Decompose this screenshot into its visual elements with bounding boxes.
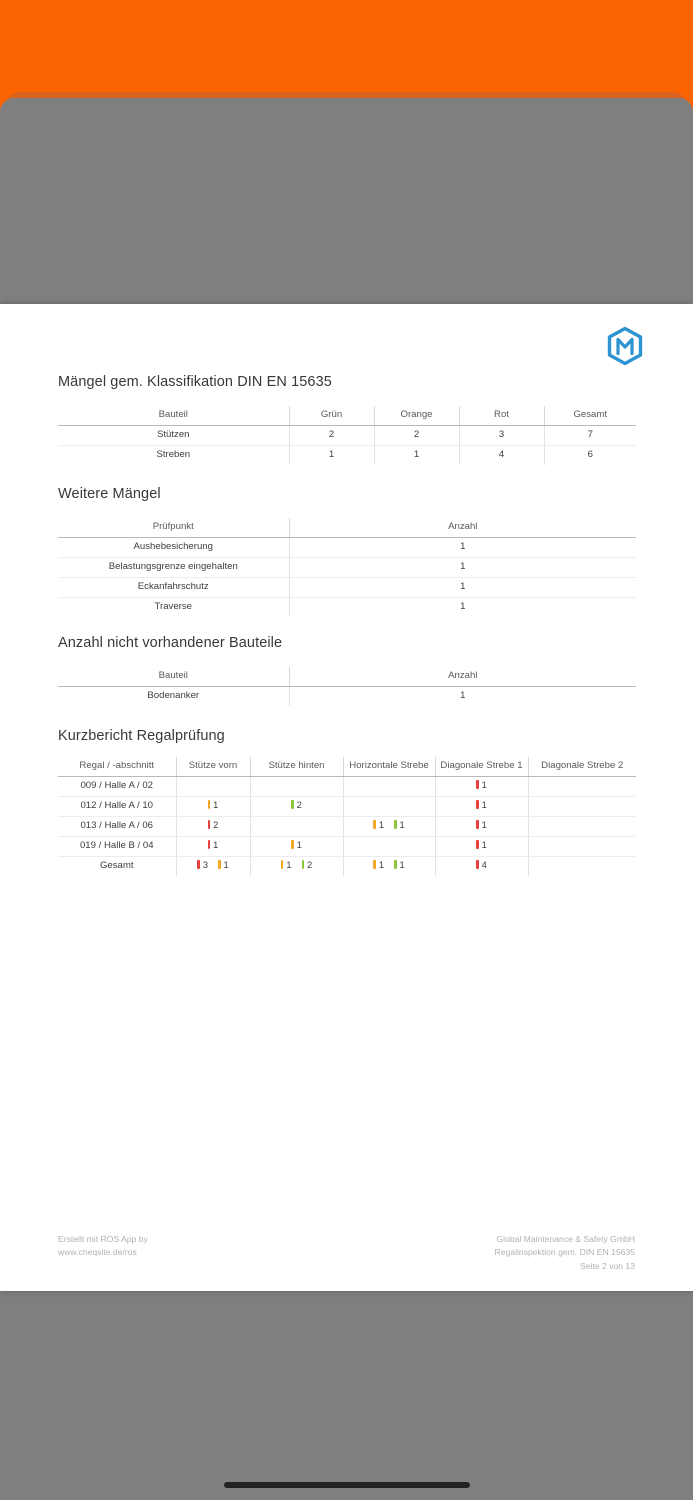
table-header-row <box>58 757 636 776</box>
footer-page-number: Seite 2 von 13 <box>580 1260 635 1271</box>
defect-mark <box>208 840 219 852</box>
severity-green-icon <box>302 860 305 869</box>
cell-defect-marks <box>528 796 636 816</box>
defect-mark <box>208 820 219 832</box>
section-title-maengel: Mängel gem. Klassifikation DIN EN 15635 <box>58 374 332 390</box>
col-gruen: Grün <box>289 406 374 425</box>
defect-count: 2 <box>213 820 219 831</box>
home-indicator[interactable] <box>224 1482 470 1488</box>
cell-anzahl: 1 <box>289 557 636 577</box>
page-footer <box>58 1233 635 1273</box>
col-pruefpunkt: Prüfpunkt <box>58 518 289 537</box>
cell-bauteil: Stützen <box>58 425 289 445</box>
col-stuetze-hinten: Stütze hinten <box>250 757 343 776</box>
cell-anzahl: 1 <box>289 537 636 557</box>
cell-anzahl: 1 <box>289 577 636 597</box>
cell-orange: 1 <box>374 445 459 464</box>
pdf-page[interactable] <box>0 304 693 1291</box>
severity-orange-icon <box>373 820 376 829</box>
cell-bauteil: Streben <box>156 449 191 461</box>
defect-count: 1 <box>399 860 405 871</box>
severity-red-icon <box>208 840 211 849</box>
cell-defect-marks <box>435 796 528 816</box>
defect-count: 1 <box>286 860 292 871</box>
defect-mark <box>281 860 292 872</box>
cell-defect-marks <box>343 856 435 875</box>
cell-pruefpunkt: Traverse <box>154 601 192 613</box>
cell-anzahl: 1 <box>289 597 636 616</box>
table-row <box>58 445 636 464</box>
footer-company: Global Maintenance & Safety GmbH <box>496 1234 635 1245</box>
section-title-weitere-maengel: Weitere Mängel <box>58 486 161 502</box>
cell-defect-marks <box>250 836 343 856</box>
cell-defect-marks <box>435 816 528 836</box>
defect-mark <box>394 860 405 872</box>
severity-green-icon <box>394 820 397 829</box>
col-bauteil: Bauteil <box>58 667 289 686</box>
defect-count: 1 <box>223 860 229 871</box>
table-row <box>58 776 636 796</box>
cell-pruefpunkt: Belastungsgrenze eingehalten <box>58 557 289 577</box>
col-rot: Rot <box>459 406 544 425</box>
cell-defect-marks <box>343 836 435 856</box>
table-maengel-klassifikation <box>58 406 636 465</box>
cell-defect-marks <box>176 836 250 856</box>
defect-mark <box>291 840 302 852</box>
table-row <box>58 686 636 705</box>
col-bauteil: Bauteil <box>58 406 289 425</box>
table-header-row <box>58 667 636 686</box>
severity-orange-icon <box>373 860 376 869</box>
cell-defect-marks <box>250 776 343 796</box>
defect-count: 3 <box>202 860 208 871</box>
table-row <box>58 836 636 856</box>
table-row <box>58 577 636 597</box>
cell-regal-abschnitt: 009 / Halle A / 02 <box>58 776 176 796</box>
defect-count: 1 <box>378 820 384 831</box>
defect-mark <box>302 860 313 872</box>
cell-defect-marks <box>528 856 636 875</box>
defect-mark <box>476 840 487 852</box>
cell-defect-marks <box>435 856 528 875</box>
cell-gesamt: 6 <box>544 445 636 464</box>
col-diagonale-strebe-1: Diagonale Strebe 1 <box>435 757 528 776</box>
cell-pruefpunkt: Aushebesicherung <box>58 537 289 557</box>
defect-count: 2 <box>307 860 313 871</box>
defect-count: 1 <box>296 840 302 851</box>
cell-defect-marks <box>435 776 528 796</box>
severity-orange-icon <box>291 840 294 849</box>
defect-mark <box>476 780 487 792</box>
defect-mark <box>394 820 405 832</box>
cell-orange: 2 <box>374 425 459 445</box>
cell-defect-marks <box>528 836 636 856</box>
col-stuetze-vorn: Stütze vorn <box>176 757 250 776</box>
cell-defect-marks <box>343 796 435 816</box>
cell-defect-marks <box>176 796 250 816</box>
severity-red-icon <box>476 860 479 869</box>
hexagon-m-logo <box>605 326 645 366</box>
table-kurzbericht-regalpruefung <box>58 757 636 876</box>
cell-defect-marks <box>528 816 636 836</box>
table-row <box>58 816 636 836</box>
col-anzahl: Anzahl <box>289 667 636 686</box>
cell-gruen: 1 <box>289 445 374 464</box>
defect-mark <box>218 860 229 872</box>
table-row <box>58 425 636 445</box>
defect-count: 1 <box>399 820 405 831</box>
col-diagonale-strebe-2: Diagonale Strebe 2 <box>528 757 636 776</box>
defect-mark <box>476 860 487 872</box>
cell-defect-marks <box>176 856 250 875</box>
cell-defect-marks <box>250 816 343 836</box>
cell-defect-marks <box>250 856 343 875</box>
cell-gruen: 2 <box>289 425 374 445</box>
table-header-row <box>58 406 636 425</box>
defect-count: 1 <box>481 800 487 811</box>
cell-defect-marks <box>343 776 435 796</box>
table-row <box>58 537 636 557</box>
cell-defect-marks <box>528 776 636 796</box>
defect-count: 4 <box>481 860 487 871</box>
defect-count: 1 <box>481 780 487 791</box>
defect-mark <box>373 820 384 832</box>
footer-url: www.cheqsite.de/ros <box>58 1247 137 1258</box>
cell-regal-abschnitt: 019 / Halle B / 04 <box>58 836 176 856</box>
cell-rot: 3 <box>459 425 544 445</box>
footer-left <box>58 1233 148 1273</box>
footer-right <box>495 1233 635 1273</box>
cell-defect-marks <box>435 836 528 856</box>
col-gesamt: Gesamt <box>544 406 636 425</box>
col-horizontale-strebe: Horizontale Strebe <box>343 757 435 776</box>
footer-created-with: Erstellt mit ROS App by <box>58 1234 148 1245</box>
defect-mark <box>476 820 487 832</box>
severity-green-icon <box>291 800 294 809</box>
defect-mark <box>476 800 487 812</box>
severity-orange-icon <box>218 860 221 869</box>
section-title-kurzbericht: Kurzbericht Regalprüfung <box>58 728 225 744</box>
cell-total-label: Gesamt <box>58 856 176 875</box>
severity-red-icon <box>476 820 479 829</box>
defect-mark <box>197 860 208 872</box>
cell-rot: 4 <box>459 445 544 464</box>
table-total-row <box>58 856 636 875</box>
cell-gesamt: 7 <box>544 425 636 445</box>
section-title-nicht-vorhandene-bauteile: Anzahl nicht vorhandener Bauteile <box>58 635 283 651</box>
cell-anzahl: 1 <box>289 686 636 705</box>
severity-red-icon <box>476 840 479 849</box>
cell-regal-abschnitt: 012 / Halle A / 10 <box>58 796 176 816</box>
severity-red-icon <box>197 860 200 869</box>
defect-count: 2 <box>296 800 302 811</box>
defect-count: 1 <box>378 860 384 871</box>
severity-red-icon <box>208 820 211 829</box>
table-row <box>58 796 636 816</box>
severity-orange-icon <box>281 860 284 869</box>
defect-count: 1 <box>213 840 219 851</box>
col-anzahl: Anzahl <box>289 518 636 537</box>
cell-bauteil: Bodenanker <box>147 690 200 702</box>
severity-red-icon <box>476 780 479 789</box>
defect-count: 1 <box>481 820 487 831</box>
severity-orange-icon <box>208 800 211 809</box>
defect-mark <box>373 860 384 872</box>
table-weitere-maengel <box>58 518 636 617</box>
defect-mark <box>208 800 219 812</box>
defect-mark <box>291 800 302 812</box>
severity-green-icon <box>394 860 397 869</box>
table-nicht-vorhandene-bauteile <box>58 667 636 706</box>
col-regal-abschnitt: Regal / -abschnitt <box>58 757 176 776</box>
cell-defect-marks <box>176 816 250 836</box>
table-header-row <box>58 518 636 537</box>
col-orange: Orange <box>374 406 459 425</box>
defect-count: 1 <box>213 800 219 811</box>
footer-subject: Regalinspektion gem. DIN EN 15635 <box>494 1247 635 1258</box>
severity-red-icon <box>476 800 479 809</box>
table-row <box>58 557 636 577</box>
defect-count: 1 <box>481 840 487 851</box>
cell-defect-marks <box>176 776 250 796</box>
table-row <box>58 597 636 616</box>
cell-pruefpunkt: Eckanfahrschutz <box>58 577 289 597</box>
cell-regal-abschnitt: 013 / Halle A / 06 <box>58 816 176 836</box>
cell-defect-marks <box>343 816 435 836</box>
cell-defect-marks <box>250 796 343 816</box>
